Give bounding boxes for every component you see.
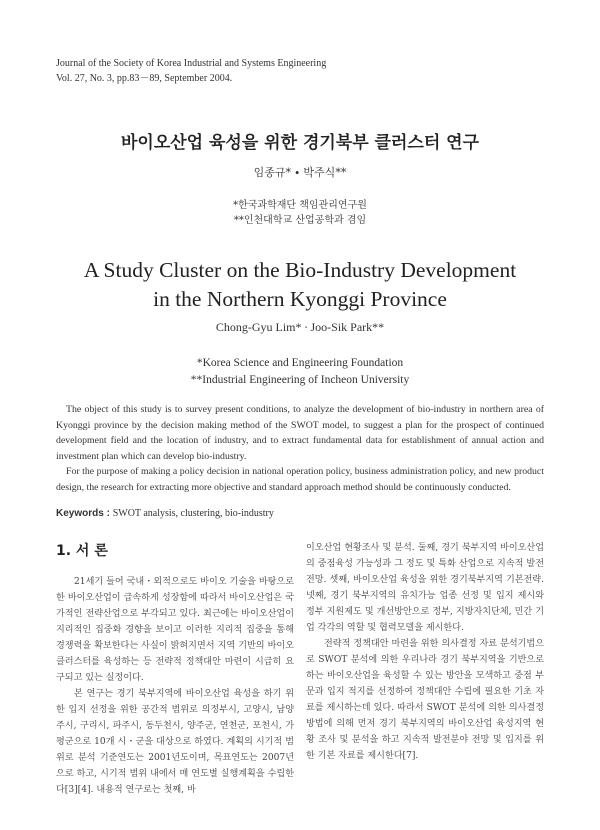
journal-citation: [56, 56, 326, 86]
keywords: [56, 508, 274, 519]
english-authors: Chong-Gyu Lim* ∙ Joo-Sik Park**: [215, 320, 385, 334]
english-title-line-1: A Study Cluster on the Bio-Industry Development: [83, 258, 517, 282]
keywords-text: SWOT analysis, clustering, bio-industry: [112, 508, 274, 519]
english-title-line-2: in the Northern Kyonggi Province: [153, 287, 447, 311]
abstract: [56, 402, 544, 496]
body-paragraph-2: 본 연구는 경기 북부지역에 바이오산업 육성을 하기 위한 입지 선정을 위한 공간적 범위로 의정부시, 고양시, 남양주시, 구리시, 파주시, 동두천시, 양주군, 연천군, 포천시, 가평군으로 10개 시・군을 대상으로 하였다. 계획의 시기적 범위로 분석 기준연도는 2001년도이며, 목표연도는 2007년으로 하고, 시기적 범위 내에서 매 연도별 실행계획을 수립한다[3][4]. 내용적 연구로는 첫째, 바: [56, 689, 294, 795]
journal-name: Journal of the Society of Korea Industrial and Systems Engineering: [56, 58, 327, 69]
korean-affiliations: [0, 198, 600, 228]
korean-title: 바이오산업 육성을 위한 경기북부 클러스터 연구: [120, 133, 480, 153]
abstract-paragraph-2: For the purpose of making a policy decision in national operation policy, business administration policy, and new product design, the research for extracting more objective and standard approach method should be continuously conducted.: [56, 466, 544, 493]
english-affiliation-1: *Korea Science and Engineering Foundation: [196, 357, 404, 369]
abstract-paragraph-1: The object of this study is to survey present conditions, to analyze the development of bio-industry in northern area of Kyonggi province by the decision making method of the SWOT model, to suggest a plan for the prospect of continued development field and the location of industry, and to extract fundamental data for establishment of annual action and investment plan which can develop bio-industry.: [56, 404, 544, 462]
section-heading-introduction: 1. 서 론: [56, 543, 108, 559]
korean-authors: 임종규* ∙ 박주식**: [253, 166, 347, 179]
korean-affiliation-2: **인천대학교 산업공학과 겸임: [233, 215, 367, 226]
right-column: [306, 540, 544, 764]
english-affiliation-2: **Industrial Engineering of Incheon University: [190, 374, 410, 386]
keywords-label: Keywords :: [56, 508, 113, 519]
journal-volume: Vol. 27, No. 3, pp.83－89, September 2004.: [56, 73, 233, 84]
body-paragraph-1: 21세기 들어 국내・외적으로도 바이오 기술을 바탕으로 한 바이오산업이 급속하게 성장함에 따라서 바이오산업은 국가적인 전략산업으로 부각되고 있다. 최근에는 바이오산업이 지리적인 집중화 경향을 보이고 이러한 지리적 집중을 통해 경쟁력을 확보한다는 사실이 밝혀지면서 지역 기반의 바이오 클러스터를 육성하는 등 전략적 정책대안 마련이 시급히 요구되고 있는 실정이다.: [56, 577, 294, 683]
body-paragraph-3: 이오산업 현황조사 및 분석. 둘째, 경기 북부지역 바이오산업의 중점육성 가능성과 그 정도 및 특화 산업으로 지속적 발전 전망. 셋째, 바이오산업 육성을 위한 경기북부지역 기본전략. 넷째, 경기 북부지역의 유치가능 업종 선정 및 입지 제시와 정부 지원제도 및 개선방안으로 정부, 지방자치단체, 민간 기업 각각의 역할 및 협력모델을 제시한다.: [306, 543, 544, 633]
english-title: [0, 256, 600, 314]
english-affiliations: [0, 355, 600, 389]
right-column-text: [306, 540, 544, 764]
body-paragraph-4: 전략적 정책대안 마련을 위한 의사결정 자료 분석기법으로 SWOT 분석에 의한 우리나라 경기 북부지역을 기반으로 하는 바이오산업을 육성할 수 있는 방안을 모색하고 중점 부문과 입지 적지를 선정하여 정책대안 수립에 필요한 기초 자료를 제시하는데 있다. 따라서 SWOT 분석에 의한 의사결정방법에 의해 먼저 경기 북부지역의 바이오산업 육성지역 현황 조사 및 분석을 하고 지속적 발전분야 전망 및 입지를 위한 기본 자료를 제시한다[7].: [306, 639, 544, 761]
left-column: [56, 540, 294, 798]
korean-affiliation-1: *한국과학재단 책임관리연구원: [233, 200, 367, 211]
left-column-text: [56, 574, 294, 798]
